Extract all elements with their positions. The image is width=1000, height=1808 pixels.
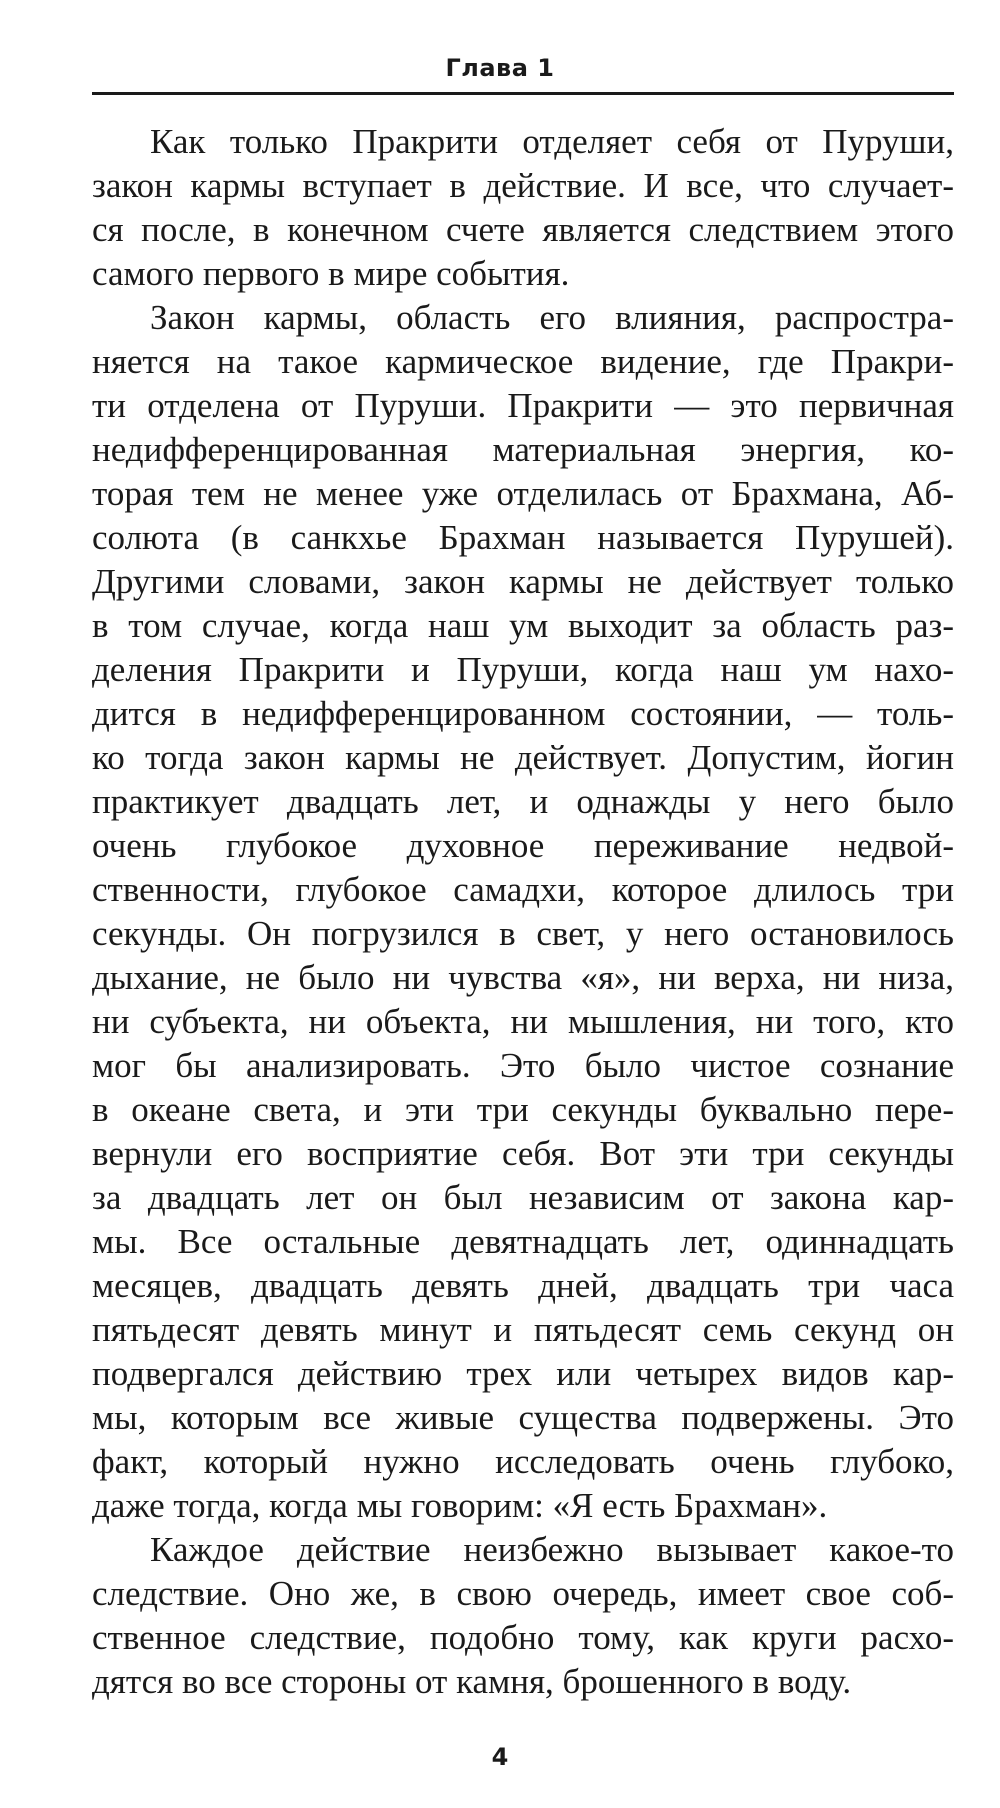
paragraph-line: в том случае, когда наш ум выходит за область раз-	[92, 606, 954, 645]
paragraph-line: дятся во все стороны от камня, брошенного в воду.	[92, 1662, 852, 1701]
paragraph-line: ни субъекта, ни объекта, ни мышления, ни того, кто	[92, 1002, 954, 1041]
paragraph-line: ко тогда закон кармы не действует. Допустим, йогин	[92, 738, 954, 777]
paragraph-line: мог бы анализировать. Это было чистое сознание	[92, 1046, 954, 1085]
paragraph-line: даже тогда, когда мы говорим: «Я есть Брахман».	[92, 1486, 828, 1525]
body-text	[92, 120, 954, 1704]
running-head: Глава 1	[445, 54, 555, 82]
paragraph-line: ственности, глубокое самадхи, которое длилось три	[92, 870, 954, 909]
header-rule	[92, 92, 954, 95]
page-number: 4	[491, 1743, 509, 1771]
paragraph-line: Как только Пракрити отделяет себя от Пуруши,	[150, 122, 954, 161]
paragraph-line: недифференцированная материальная энергия, ко-	[92, 430, 954, 469]
paragraph-line: Каждое действие неизбежно вызывает какое-то	[150, 1530, 954, 1569]
paragraph-line: дится в недифференцированном состоянии, — толь-	[92, 694, 954, 733]
paragraph-line: ся после, в конечном счете является следствием этого	[92, 210, 954, 249]
paragraph-line: мы, которым все живые существа подвержены. Это	[92, 1398, 954, 1437]
paragraph-line: вернули его восприятие себя. Вот эти три секунды	[92, 1134, 954, 1173]
paragraph-line: солюта (в санкхье Брахман называется Пурушей).	[92, 518, 954, 557]
paragraph-line: очень глубокое духовное переживание недвой-	[92, 826, 954, 865]
paragraph-line: месяцев, двадцать девять дней, двадцать три часа	[92, 1266, 954, 1305]
paragraph-line: деления Пракрити и Пуруши, когда наш ум нахо-	[92, 650, 954, 689]
paragraph-line: в океане света, и эти три секунды буквально пере-	[92, 1090, 954, 1129]
paragraph-line: за двадцать лет он был независим от закона кар-	[92, 1178, 954, 1217]
paragraph-line: секунды. Он погрузился в свет, у него остановилось	[92, 914, 954, 953]
paragraph-line: торая тем не менее уже отделилась от Брахмана, Аб-	[92, 474, 954, 513]
paragraph-line: ти отделена от Пуруши. Пракрити — это первичная	[92, 386, 954, 425]
paragraph-line: Другими словами, закон кармы не действует только	[92, 562, 954, 601]
paragraph-line: закон кармы вступает в действие. И все, что случает-	[92, 166, 954, 205]
paragraph-line: практикует двадцать лет, и однажды у него было	[92, 782, 954, 821]
paragraph-line: дыхание, не было ни чувства «я», ни верха, ни низа,	[92, 958, 954, 997]
paragraph-line: мы. Все остальные девятнадцать лет, одиннадцать	[92, 1222, 954, 1261]
paragraph-line: подвергался действию трех или четырех видов кар-	[92, 1354, 954, 1393]
paragraph-line: пятьдесят девять минут и пятьдесят семь секунд он	[92, 1310, 954, 1349]
paragraph-line: самого первого в мире события.	[92, 254, 570, 293]
paragraph-line: ственное следствие, подобно тому, как круги расхо-	[92, 1618, 954, 1657]
paragraph-line: факт, который нужно исследовать очень глубоко,	[92, 1442, 954, 1481]
paragraph-line: няется на такое кармическое видение, где Пракри-	[92, 342, 954, 381]
paragraph-line: следствие. Оно же, в свою очередь, имеет свое соб-	[92, 1574, 954, 1613]
paragraph-line: Закон кармы, область его влияния, распростра-	[150, 298, 954, 337]
